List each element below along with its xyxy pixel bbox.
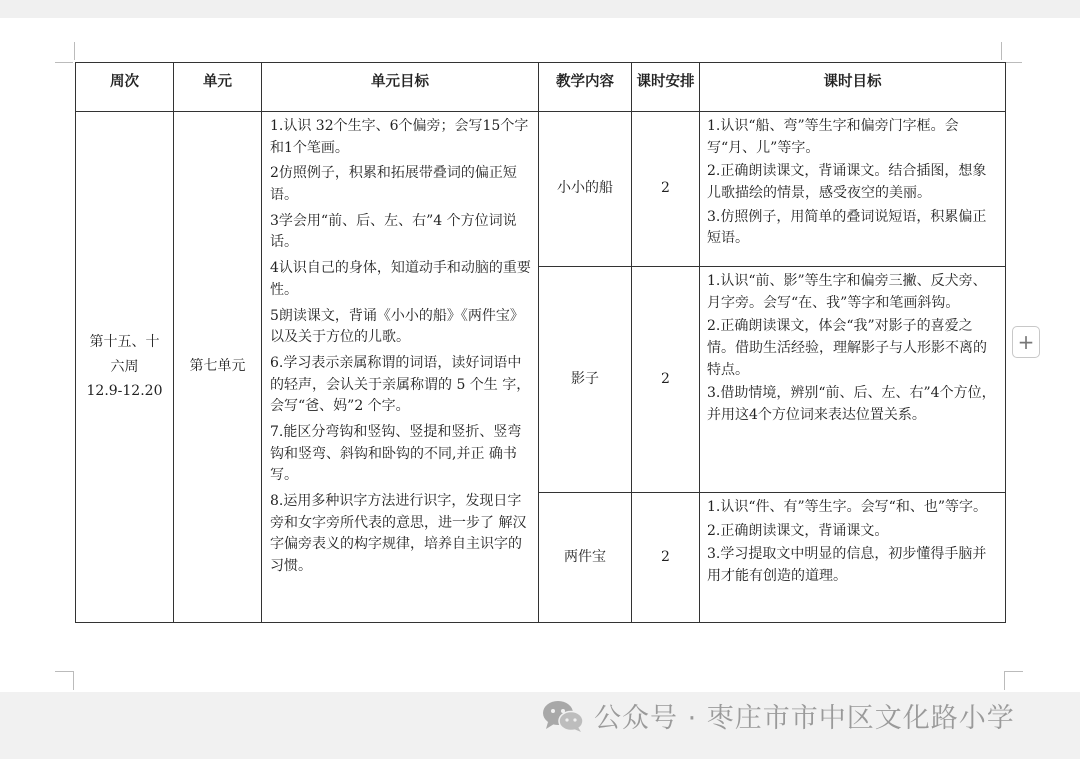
teaching-plan-table <box>75 62 1006 623</box>
header-hours: 课时安排 <box>632 63 700 112</box>
lesson-goals-cell <box>700 112 1006 267</box>
header-lesson-goals: 课时目标 <box>700 63 1006 112</box>
lesson-goal: 2.正确朗读课文，背诵课文。 <box>707 522 889 539</box>
week-line: 第十五、十 <box>89 334 160 351</box>
lesson-goals-cell <box>700 267 1006 493</box>
lesson-goal: 3.学习提取文中明显的信息，初步懂得手脑并用才能有创造的道理。 <box>707 546 987 585</box>
margin-corner-mark <box>74 42 75 60</box>
unit-goal: 1.认识 32个生字、6个偏旁；会写15个字和1个笔画。 <box>270 118 529 156</box>
lesson-goal: 3.仿照例子，用简单的叠词说短语，积累偏正短语。 <box>707 208 987 247</box>
lesson-goals-cell <box>700 493 1006 623</box>
table-header-row <box>76 63 1006 112</box>
unit-cell: 第七单元 <box>174 112 262 623</box>
margin-corner-mark <box>55 671 74 690</box>
unit-goal: 2仿照例子，积累和拓展带叠词的偏正短语。 <box>270 165 517 204</box>
header-unit-goals: 单元目标 <box>262 63 539 112</box>
watermark <box>540 696 1015 735</box>
lesson-content-cell: 两件宝 <box>539 493 632 623</box>
lesson-hours-cell: 2 <box>632 112 700 267</box>
week-line: 六周 <box>110 358 139 375</box>
header-content: 教学内容 <box>539 63 632 112</box>
lesson-goal: 1.认识“船、弯”等生字和偏旁门字框。会写“月、儿”等字。 <box>707 118 959 156</box>
header-week: 周次 <box>76 63 174 112</box>
lesson-hours-cell: 2 <box>632 493 700 623</box>
lesson-content-cell: 影子 <box>539 267 632 493</box>
lesson-content-cell: 小小的船 <box>539 112 632 267</box>
unit-goals-cell <box>262 112 539 623</box>
unit-goal: 6.学习表示亲属称谓的词语，读好词语中的轻声，会认关于亲属称谓的 5 个生 字，会写“爸、妈”2 个字。 <box>270 354 531 415</box>
week-cell <box>76 112 174 623</box>
table-row <box>76 112 1006 267</box>
lesson-hours-cell: 2 <box>632 267 700 493</box>
unit-goal: 4认识自己的身体，知道动手和动脑的重要性。 <box>270 260 531 298</box>
unit-goal: 8.运用多种识字方法进行识字，发现日字旁和女字旁所代表的意思，进一步了 解汉字偏旁表义的构字规律，培养自主识字的习惯。 <box>270 493 527 575</box>
lesson-goal: 2.正确朗读课文，背诵课文。结合插图，想象儿歌描绘的情景，感受夜空的美丽。 <box>707 163 987 202</box>
watermark-text: 公众号 · 枣庄市市中区文化路小学 <box>594 703 1015 734</box>
margin-corner-mark <box>1001 42 1002 60</box>
lesson-goal: 1.认识“前、影”等生字和偏旁三撇、反犬旁、月字旁。会写“在、我”等字和笔画斜钩。 <box>707 273 987 311</box>
add-row-button[interactable]: + <box>1012 326 1040 358</box>
unit-goal: 3学会用“前、后、左、右”4 个方位词说话。 <box>270 212 517 251</box>
wechat-icon <box>540 698 586 734</box>
lesson-goal: 1.认识“件、有”等生字。会写“和、也”等字。 <box>707 499 987 515</box>
margin-corner-mark <box>55 62 73 63</box>
week-dates: 12.9-12.20 <box>86 383 163 400</box>
lesson-goal: 3.借助情境，辨别“前、后、左、右”4个方位，并用这4个方位词来表达位置关系。 <box>707 385 996 424</box>
header-unit: 单元 <box>174 63 262 112</box>
unit-goal: 5朗读课文，背诵《小小的船》《两件宝》 以及关于方位的儿歌。 <box>270 307 524 346</box>
page-top-band <box>0 0 1080 18</box>
margin-corner-mark <box>1004 671 1023 690</box>
margin-corner-mark <box>1004 62 1022 63</box>
lesson-goal: 2.正确朗读课文，体会“我”对影子的喜爱之情。借助生活经验，理解影子与人形影不离的特点。 <box>707 318 987 378</box>
unit-goal: 7.能区分弯钩和竖钩、竖提和竖折、竖弯钩和竖弯、斜钩和卧钩的不同,并正 确书写。 <box>270 423 522 484</box>
